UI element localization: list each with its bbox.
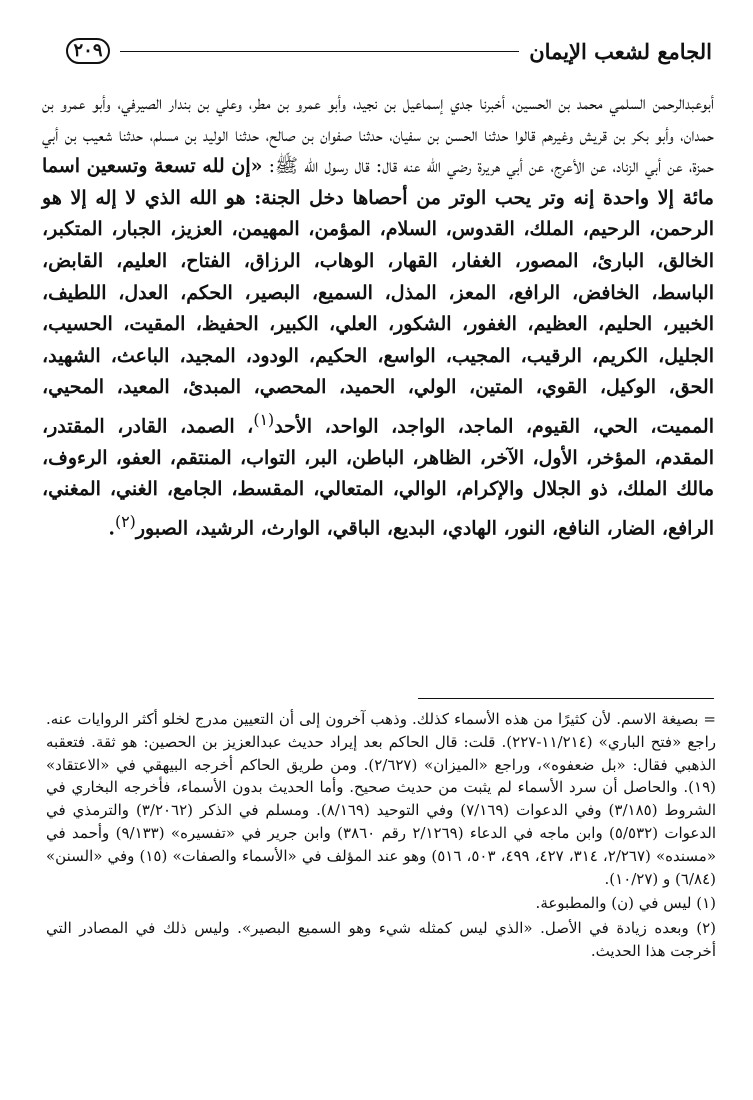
isnad-text: أبوعبدالرحمن السلمي محمد بن الحسين، أخبرنا جدي إسماعيل بن نجيد، وأبو عمرو بن مطر، وعلي بن بندار الصيرفي، وأبو عمرو بن حمدان، وأبو بكر بن قريش وغيرهم قالوا حدثنا الحسن بن سفيان، حدثنا صفوان بن صالح، حدثنا الوليد بن مسلم، حدثنا شعيب بن أبي حمزة، عن أبي الزناد، عن الأعرج، عن أبي هريرة رضي الله عنه قال: قال رسول الله ﷺ:: [42, 92, 714, 178]
page-number: ٢٠٩: [73, 40, 103, 61]
closing-punct: .: [108, 517, 115, 540]
footnote-1: (١) ليس في (ن) والمطبوعة.: [535, 894, 716, 913]
footnote-ref-1: (١): [253, 409, 275, 429]
page-number-badge: [66, 38, 110, 64]
footnote-2: (٢) وبعده زيادة في الأصل. «الذي ليس كمثله شيء وهو السميع البصير». وليس ذلك في المصادر التي أخرجت هذا الحديث.: [46, 919, 716, 960]
header-rule: [120, 51, 519, 52]
hadith-text-rest: ، الصمد، القادر، المقتدر، المقدم، المؤخر، الأول، الآخر، الظاهر، الباطن، البر، التواب، المنتقم، العفو، الرءوف، مالك الملك، ذو الجلال والإكرام، الوالي، المتعالي، المقسط، الجامع، الغني، المغني، الرافع، الضار، النافع، النور، الهادي، البديع، الباقي، الوارث، الرشيد، الصبور: [42, 415, 714, 540]
page-header: [66, 34, 712, 68]
footnote-divider: [418, 698, 714, 699]
hadith-text-intro: «إن لله تسعة وتسعين اسما مائة إلا واحدة إنه وتر يحب الوتر من أحصاها دخل الجنة: هو الله الذي لا إله إلا هو الرحمن، الرحيم، الملك، القدوس، السلام، المؤمن، المهيمن، العزيز، الجبار، المتكبر، الخالق، البارئ، المصور، الغفار، القهار، الوهاب، الرزاق، الفتاح، العليم، القابض، الباسط، الخافض، الرافع، المعز، المذل، السميع، البصير، الحكم، العدل، اللطيف، الخبير، الحليم، العظيم، الغفور، الشكور، العلي، الكبير، الحفيظ، المقيت، الحسيب، الجليل، الكريم، الرقيب، المجيب، الواسع، الحكيم، الودود، المجيد، الباعث، الشهيد، الحق، الوكيل، القوي، المتين، الولي، الحميد، المحصي، المبدئ، المعيد، المحيي، المميت، الحي، القيوم، الماجد، الواجد، الواحد، الأحد: [42, 155, 714, 438]
footnotes: [46, 708, 716, 963]
footnote-ref-2: (٢): [114, 512, 136, 532]
main-text: [42, 88, 714, 545]
running-title: الجامع لشعب الإيمان: [529, 38, 712, 64]
hadith-paragraph: [42, 88, 714, 545]
footnote-continuation: = بصيغة الاسم. لأن كثيرًا من هذه الأسماء كذلك. وذهب آخرون إلى أن التعيين مدرج لخلو أكثر الروايات عنه. راجع «فتح الباري» (١١/٢١٤-٢٢٧). قلت: قال الحاكم بعد إيراد حديث عبدالعزيز بن الحصين: هو ثقة. فتعقبه الذهبي فقال: «بل ضعفوه»، وراجع «الميزان» (٢/٦٢٧). ومن طريق الحاكم أخرجه البيهقي في «الاعتقاد» (١٩). والحاصل أن سرد الأسماء لم يثبت من حديث صحيح. وأما الحديث بدون الأسماء، فأخرجه البخاري في الشروط (٣/١٨٥) وفي الدعوات (٧/١٦٩) وفي التوحيد (٨/١٦٩). ومسلم في الذكر (٣/٢٠٦٢) والترمذي في الدعوات (٥/٥٣٢) وابن ماجه في الدعاء (٢/١٢٦٩ رقم ٣٨٦٠) وابن جرير في «تفسيره» (٩/١٣٣) وأحمد في «مسنده» (٢/٢٦٧، ٣١٤، ٤٢٧، ٤٩٩، ٥٠٣، ٥١٦) وهو عند المؤلف في «الأسماء والصفات» (١٥) وفي «السنن» (٦/٨٤) و (١٠/٢٧).: [46, 710, 717, 888]
